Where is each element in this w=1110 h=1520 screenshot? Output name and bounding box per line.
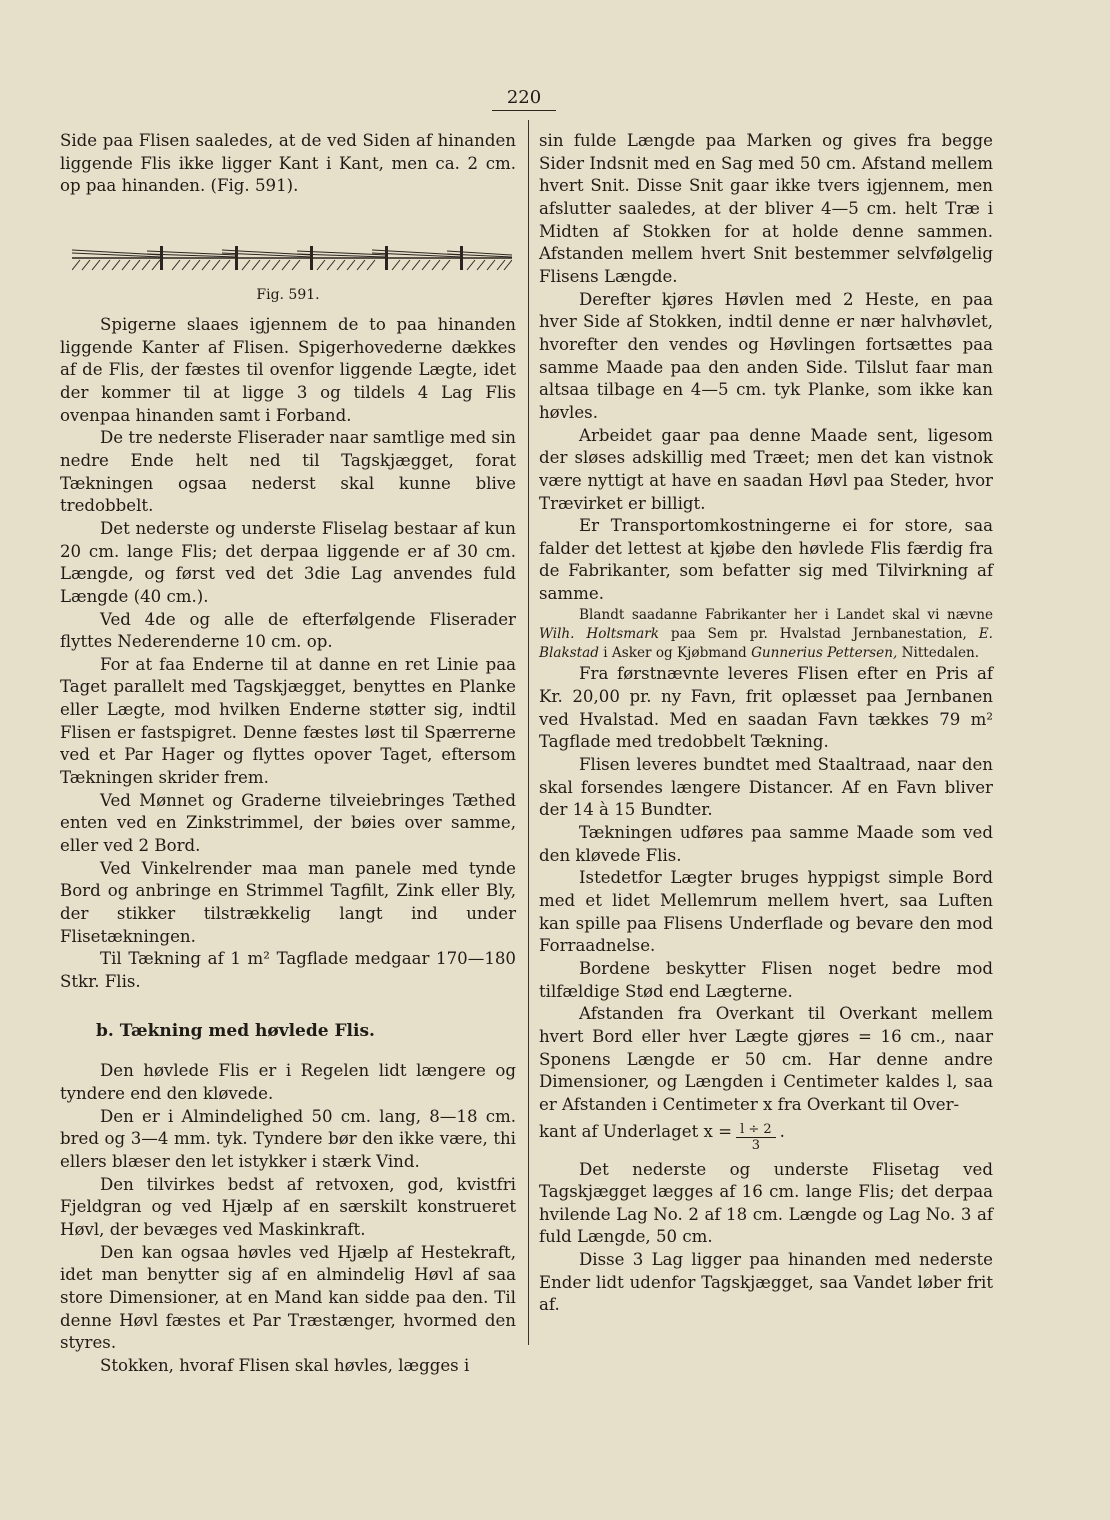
paragraph: Istedetfor Lægter bruges hyppigst simple Bord med et lidet Mellemrum mellem hvert, saa Luften kan spille paa Flisens Underflade og bevare den mod Forraadnelse.	[539, 868, 993, 956]
footnote-manufacturers	[539, 606, 993, 664]
paragraph: Flisen leveres bundtet med Staaltraad, naar den skal forsendes længere Distancer. Af en Favn bliver der 14 à 15 Bundter.	[539, 755, 993, 820]
formula-lead: kant af Underlaget x =	[539, 1121, 733, 1141]
paragraph: Er Transportomkostningerne ei for store, saa falder det lettest at kjøbe den høvlede Flis færdig fra de Fabrikanter, som befatter sig med Tilvirkning af samme.	[539, 516, 993, 604]
figure-591	[60, 214, 516, 314]
note-name: E. Blakstad	[539, 625, 993, 662]
paragraph: Ved Vinkelrender maa man panele med tynde Bord og anbringe en Strimmel Tagfilt, Zink eller Bly, der stikker tilstrækkelig langt ind under Flisetækningen.	[60, 858, 516, 946]
formula-tail: .	[779, 1121, 785, 1141]
paragraph: Til Tækning af 1 m² Tagflade medgaar 170—180 Stkr. Flis.	[60, 949, 516, 991]
left-column	[60, 130, 516, 1378]
note-text: Nittedalen.	[897, 645, 980, 662]
paragraph: Den kan ogsaa høvles ved Hjælp af Hestekraft, idet man benytter sig af en almindelig Høvl af saa store Dimensioner, at en Mand kan sidde paa den. Til denne Høvl fæstes et Par Træstænger, hvormed den styres.	[60, 1242, 516, 1353]
shingle-diagram	[72, 244, 512, 274]
right-column	[539, 130, 993, 1317]
formula-line	[539, 1121, 993, 1153]
paragraph: Afstanden fra Overkant til Overkant mellem hvert Bord eller hver Lægte gjøres = 16 cm., naar Sponens Længde er 50 cm. Har denne andre Dimensioner, og Længden i Centimeter kaldes l, saa er Afstanden i Centimeter x fra Overkant til Over-	[539, 1004, 993, 1114]
paragraph: De tre nederste Fliserader naar samtlige med sin nedre Ende helt ned til Tagskjægget, forat Tækningen ogsaa nederst skal kunne blive tredobbelt.	[60, 428, 516, 516]
paragraph: sin fulde Længde paa Marken og gives fra begge Sider Indsnit med en Sag med 50 cm. Afstand mellem hvert Snit. Disse Snit gaar ikke tvers igjennem, men afslutter saaledes, at der bliver 4—5 cm. helt Træ i Midten af Stokken for at holde denne sammen. Afstanden mellem hvert Snit bestemmer selvfølgelig Flisens Længde.	[539, 131, 993, 286]
figure-caption: Fig. 591.	[256, 286, 320, 303]
column-divider	[528, 120, 529, 1345]
paragraph: Det nederste og underste Fliselag bestaar af kun 20 cm. lange Flis; det derpaa liggende er af 30 cm. Længde, og først ved det 3die Lag anvendes fuld Længde (40 cm.).	[60, 518, 516, 606]
section-heading: b. Tækning med høvlede Flis.	[96, 1020, 375, 1041]
formula-denominator: 3	[751, 1137, 760, 1153]
paragraph: Ved Mønnet og Graderne tilveiebringes Tæthed enten ved en Zinkstrimmel, der bøies over samme, eller ved 2 Bord.	[60, 790, 516, 856]
paragraph: Disse 3 Lag ligger paa hinanden med nederste Ender lidt udenfor Tagskjægget, saa Vandet løber frit af.	[539, 1250, 993, 1315]
paragraph: Derefter kjøres Høvlen med 2 Heste, en paa hver Side af Stokken, indtil denne er nær halvhøvlet, hvorefter den vendes og Høvlingen fortsættes paa samme Maade paa den anden Side. Tilslut faar man altsaa tilbage en 4—5 cm. tyk Planke, som ikke kan høvles.	[539, 289, 993, 422]
paragraph: Den høvlede Flis er i Regelen lidt længere og tyndere end den kløvede.	[60, 1061, 516, 1103]
formula-fraction	[736, 1122, 776, 1153]
paragraph: Tækningen udføres paa samme Maade som ved den kløvede Flis.	[539, 822, 993, 865]
paragraph: Ved 4de og alle de efterfølgende Fliserader flyttes Nederenderne 10 cm. op.	[60, 609, 516, 652]
note-text: Blandt saadanne Fabrikanter her i Landet skal vi nævne	[579, 606, 993, 623]
paragraph: Fra førstnævnte leveres Flisen efter en Pris af Kr. 20,00 pr. ny Favn, frit oplæsset paa Jernbanen ved Hvalstad. Med en saadan Favn tækkes 79 m² Tagflade med tredobbelt Tækning.	[539, 664, 993, 752]
paragraph: For at faa Enderne til at danne en ret Linie paa Taget parallelt med Tagskjægget, benyttes en Planke eller Lægte, mod hvilken Enderne støtter sig, indtil Flisen er fastspigret. Denne fæstes løst til Spærrerne ved et Par Hager og flyttes opover Taget, eftersom Tækningen skrider frem.	[60, 654, 516, 788]
note-text: paa Sem pr. Hvalstad Jernbanestation,	[658, 625, 967, 642]
paragraph: Det nederste og underste Flisetag ved Tagskjægget lægges af 16 cm. lange Flis; det derpaa hvilende Lag No. 2 af 18 cm. Længde og Lag No. 3 af fuld Længde, 50 cm.	[539, 1159, 993, 1247]
page-number: 220	[492, 86, 556, 111]
paragraph: Arbeidet gaar paa denne Maade sent, ligesom der sløses adskillig med Træet; men det kan vistnok være nyttigt at have en saadan Høvl paa Steder, hvor Trævirket er billigt.	[539, 425, 993, 513]
paragraph: Spigerne slaaes igjennem de to paa hinanden liggende Kanter af Flisen. Spigerhovederne dækkes af de Flis, der fæstes til ovenfor liggende Lægte, idet der kommer til at ligge 3 og tildels 4 Lag Flis ovenpaa hinanden samt i Forband.	[60, 314, 516, 425]
paragraph: Side paa Flisen saaledes, at de ved Siden af hinanden liggende Flis ikke ligger Kant i Kant, men ca. 2 cm. op paa hinanden. (Fig. 591).	[60, 131, 516, 196]
note-text: i Asker og Kjøbmand	[598, 645, 752, 662]
paragraph: Stokken, hvoraf Flisen skal høvles, lægges i	[100, 1355, 470, 1375]
paragraph: Den er i Almindelighed 50 cm. lang, 8—18 cm. bred og 3—4 mm. tyk. Tyndere bør den ikke være, thi ellers blæser den let istykker i stærk Vind.	[60, 1106, 516, 1171]
note-name: Wilh. Holtsmark	[539, 625, 659, 642]
paragraph: Bordene beskytter Flisen noget bedre mod tilfældige Stød end Lægterne.	[539, 958, 993, 1001]
note-name: Gunnerius Pettersen,	[751, 645, 898, 662]
paragraph: Den tilvirkes bedst af retvoxen, god, kvistfri Fjeldgran og ved Hjælp af en særskilt konstrueret Høvl, der bevæges ved Maskinkraft.	[60, 1174, 516, 1239]
formula-numerator: l ÷ 2	[736, 1122, 776, 1138]
